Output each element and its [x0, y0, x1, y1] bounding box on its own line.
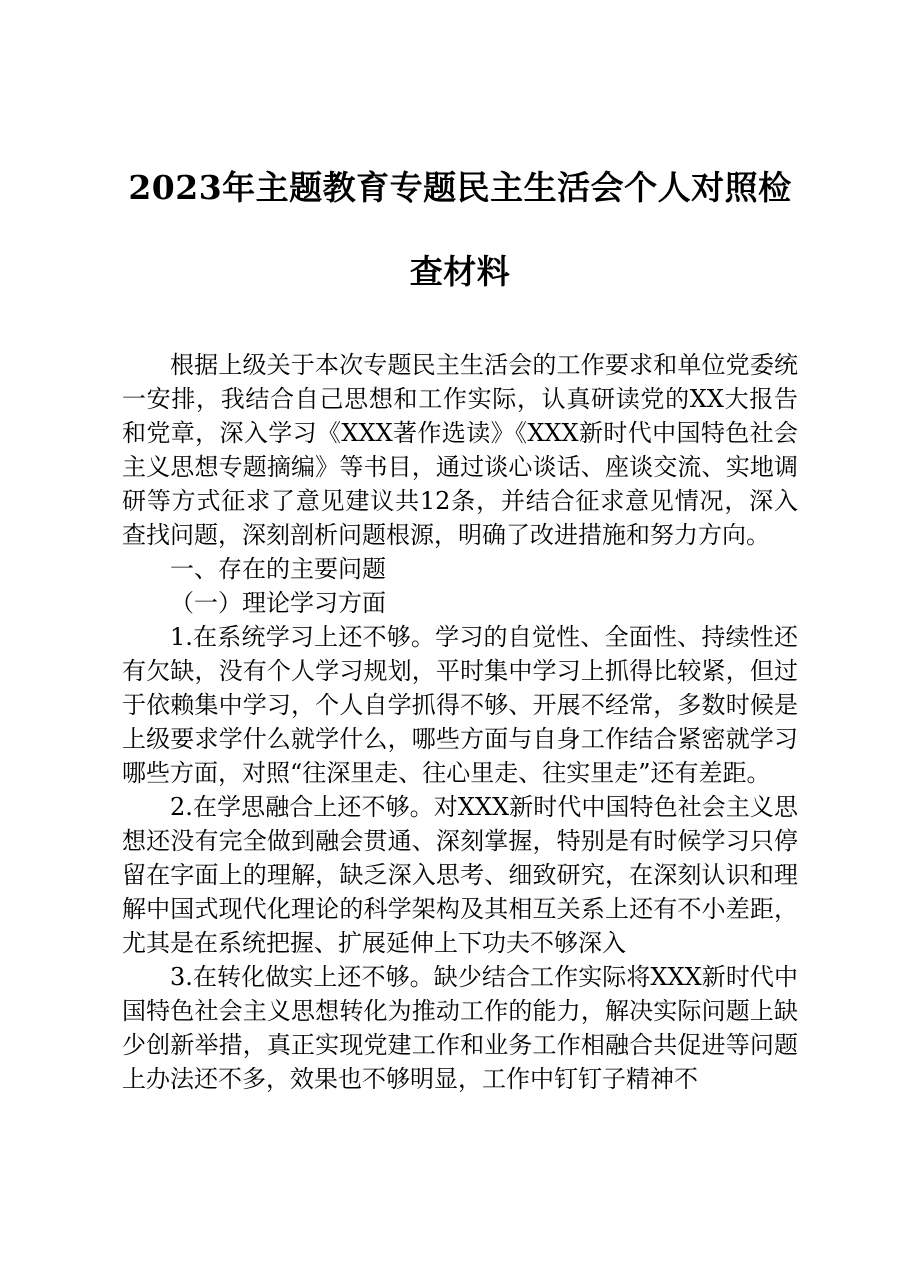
document-title: 2023年主题教育专题民主生活会个人对照检查材料: [128, 168, 792, 291]
subsection-heading: （一）理论学习方面: [170, 589, 386, 617]
point-2-paragraph: 2.在学思融合上还不够。对XXX新时代中国特色社会主义思想还没有完全做到融会贯通、深刻掌握，特别是有时候学习只停留在字面上的理解，缺乏深入思考、细致研究，在深刻认识和理解中国式现代化理论的科学架构及其相互关系上还有不小差距，尤其是在系统把握、扩展延伸上下功夫不够深入: [122, 793, 798, 957]
section-heading: 一、存在的主要问题: [170, 555, 386, 583]
point-1-paragraph: 1.在系统学习上还不够。学习的自觉性、全面性、持续性还有欠缺，没有个人学习规划，平时集中学习上抓得比较紧，但过于依赖集中学习，个人自学抓得不够、开展不经常，多数时候是上级要求学什么就学什么，哪些方面与自身工作结合紧密就学习哪些方面，对照“往深里走、往心里走、往实里走”还有差距。: [122, 623, 798, 787]
document-body: [122, 348, 798, 1096]
point-3-paragraph: 3.在转化做实上还不够。缺少结合工作实际将XXX新时代中国特色社会主义思想转化为推动工作的能力，解决实际问题上缺少创新举措，真正实现党建工作和业务工作相融合共促进等问题上办法还不多，效果也不够明显，工作中钉钉子精神不: [122, 963, 798, 1093]
intro-paragraph: 根据上级关于本次专题民主生活会的工作要求和单位党委统一安排，我结合自己思想和工作实际，认真研读党的XX大报告和党章，深入学习《XXX著作选读》《XXX新时代中国特色社会主义思想专题摘编》等书目，通过谈心谈话、座谈交流、实地调研等方式征求了意见建议共12条，并结合征求意见情况，深入查找问题，深刻剖析问题根源，明确了改进措施和努力方向。: [122, 351, 798, 549]
